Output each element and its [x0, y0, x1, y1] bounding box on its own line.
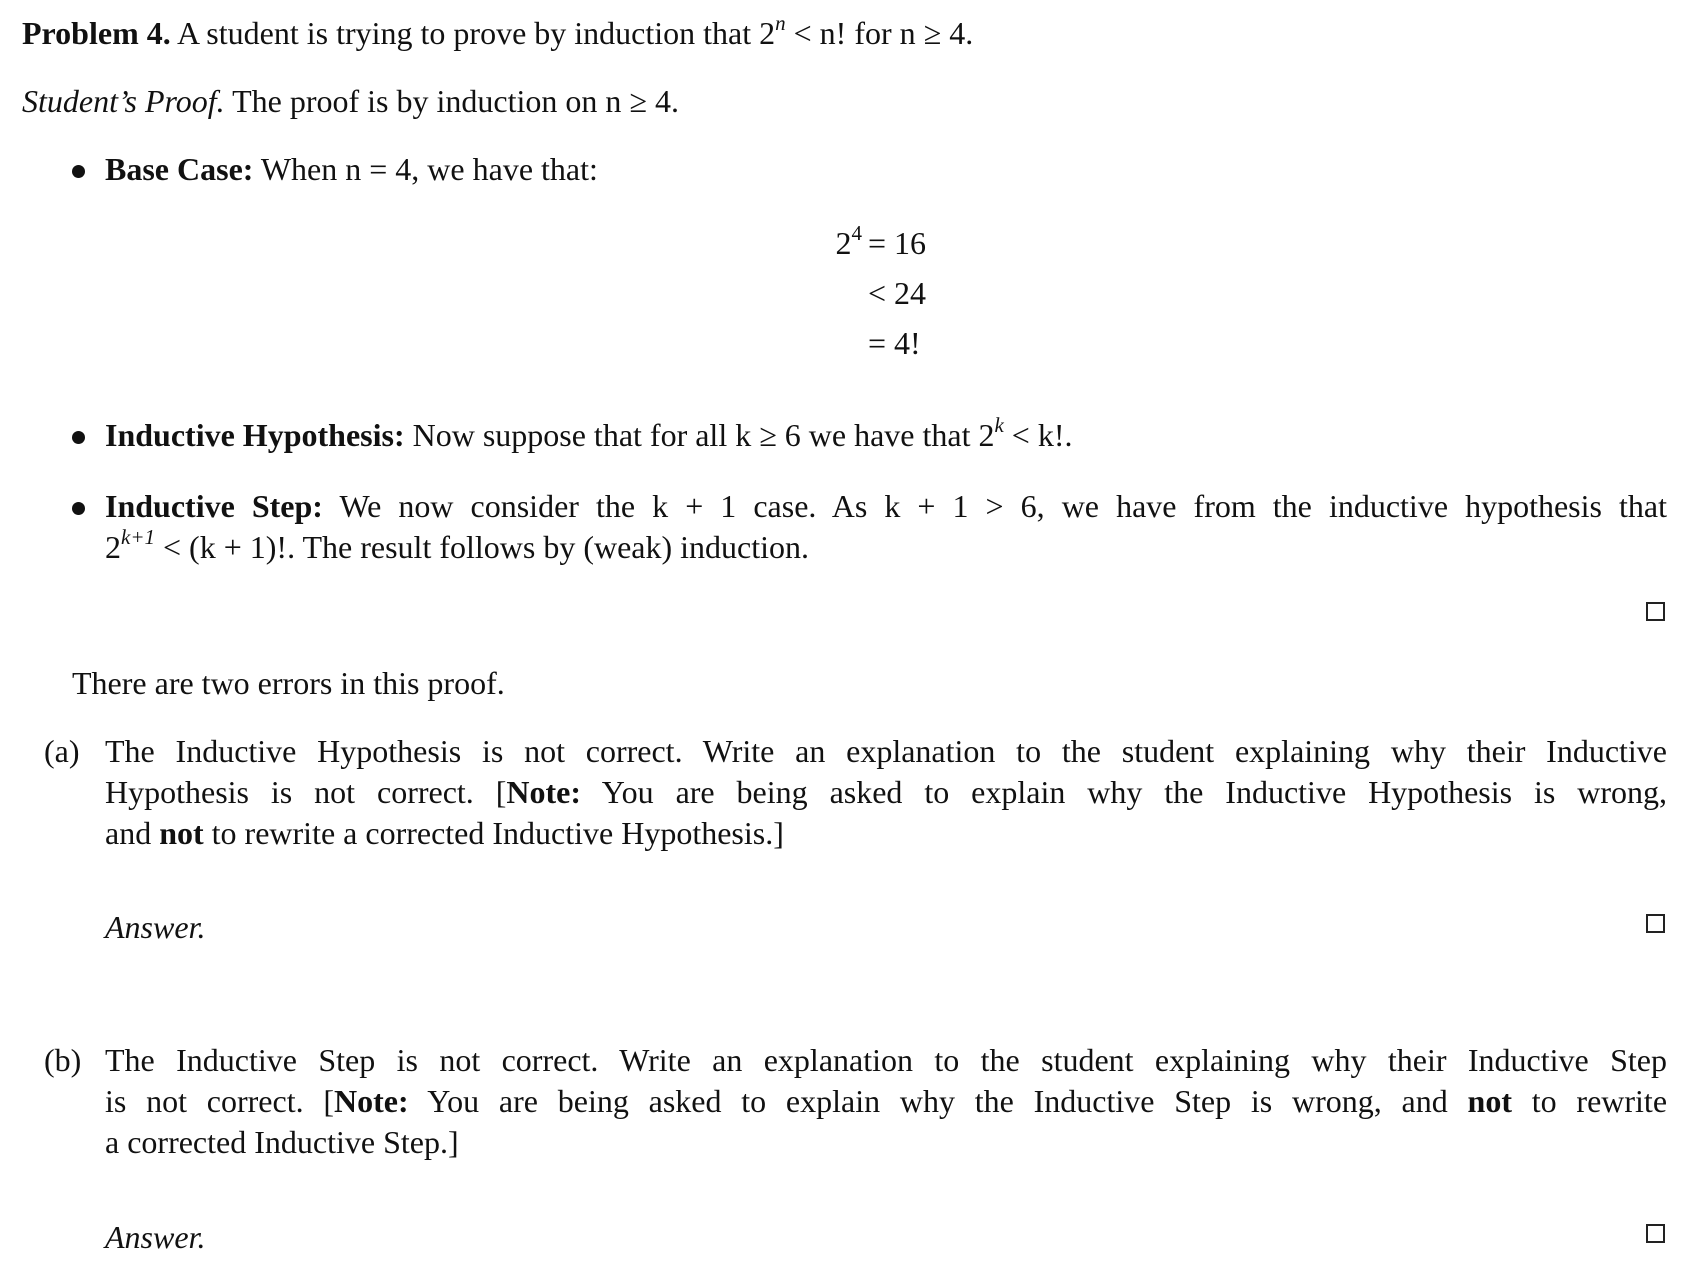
part-b-line-2-middle: You are being asked to explain why the Inductive Step is wrong, and [408, 1083, 1468, 1119]
hypothesis-text-before: Now suppose that for all k ≥ 6 we have that 2 [412, 417, 995, 453]
part-a-line-3-end: to rewrite a corrected Inductive Hypothesis.] [203, 815, 784, 851]
part-b-line-3: a corrected Inductive Step.] [105, 1124, 459, 1160]
qed-box [1646, 602, 1665, 621]
part-a-label: (a) [44, 733, 80, 769]
errors-intro: There are two errors in this proof. [72, 665, 505, 701]
bullet-base-case [72, 165, 85, 178]
proof-intro-text: The proof is by induction on n ≥ 4. [232, 83, 679, 119]
part-b-line-2 [105, 1080, 1667, 1122]
problem-label: Problem 4. [22, 15, 171, 51]
problem-text-before: A student is trying to prove by induction that 2 [176, 15, 776, 51]
part-a-line-3-start: and [105, 815, 160, 851]
part-a-answer-label: Answer. [105, 909, 206, 945]
part-a-line-2-end: You are being asked to explain why the Inductive Hypothesis is wrong, [581, 774, 1668, 810]
part-b-line-2-end: to rewrite [1511, 1083, 1668, 1119]
part-b-line-1: The Inductive Step is not correct. Write an explanation to the student explaining why their Inductive Step [105, 1042, 1667, 1078]
hypothesis-text-after: < k!. [1003, 417, 1073, 453]
hypothesis-exponent: k [994, 413, 1004, 438]
base-case [105, 148, 598, 190]
bullet-step [72, 502, 85, 515]
proof-intro [22, 80, 679, 122]
part-a-note-label: Note: [506, 774, 582, 810]
inductive-step-line-1 [105, 485, 1667, 527]
step-line-2-exponent: k+1 [121, 525, 155, 550]
part-b-line-2-start: is not correct. [ [105, 1083, 335, 1119]
part-b-label: (b) [44, 1042, 82, 1078]
inductive-step-line-2 [105, 526, 809, 568]
part-a-line-2-start: Hypothesis is not correct. [ [105, 774, 507, 810]
part-a-line-2 [105, 771, 1667, 813]
step-line-2-base: 2 [105, 529, 121, 565]
part-a-answer-box [1646, 914, 1665, 933]
part-a-line-1: The Inductive Hypothesis is not correct. Write an explanation to the student explaining why their Inductive [105, 733, 1667, 769]
equation-lhs-exponent: 4 [851, 221, 862, 246]
problem-text-after: < n! for n ≥ 4. [785, 15, 974, 51]
base-case-label: Base Case: [105, 151, 254, 187]
part-b-answer-label: Answer. [105, 1219, 206, 1255]
equation-line-3: = 4! [868, 325, 921, 361]
part-b-note-label: Note: [334, 1083, 409, 1119]
step-line-2-rest: < (k + 1)!. The result follows by (weak) induction. [155, 529, 810, 565]
step-label: Inductive Step: [105, 488, 323, 524]
equation-lhs [792, 222, 862, 264]
problem-statement [22, 12, 973, 54]
hypothesis-label: Inductive Hypothesis: [105, 417, 405, 453]
proof-label: Student’s Proof. [22, 83, 225, 119]
equation-line-2: < 24 [868, 275, 927, 311]
part-a-not: not [159, 815, 204, 851]
base-case-text: When n = 4, we have that: [260, 151, 598, 187]
bullet-hypothesis [72, 431, 85, 444]
inductive-hypothesis [105, 414, 1073, 456]
part-a-line-3 [105, 812, 1667, 854]
part-b-not: not [1467, 1083, 1512, 1119]
part-b-answer-box [1646, 1224, 1665, 1243]
equation-line-1: = 16 [868, 225, 927, 261]
step-line-1-text: We now consider the k + 1 case. As k + 1 > 6, we have from the inductive hypothesis that [339, 488, 1668, 524]
problem-exponent: n [775, 11, 786, 36]
equation-lhs-base: 2 [835, 225, 852, 261]
